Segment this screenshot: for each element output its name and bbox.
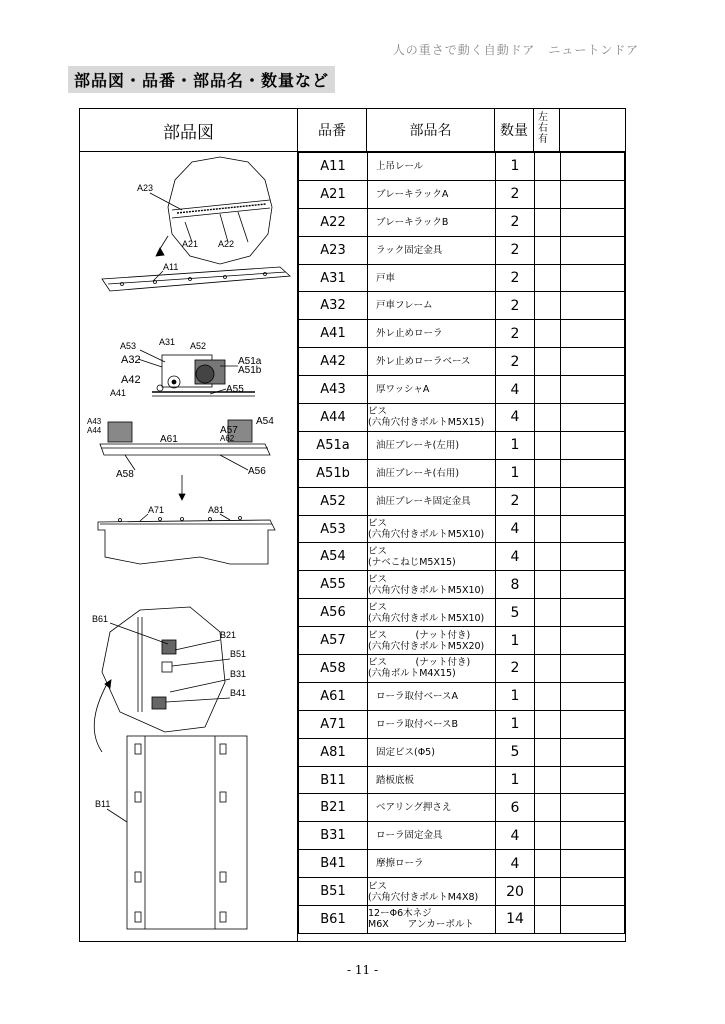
section-title: 部品図・品番・部品名・数量など — [68, 66, 335, 93]
table-row — [299, 543, 625, 571]
extra-cell — [561, 236, 625, 264]
part-name-line1: ビス — [368, 601, 388, 613]
label-a56: A56 — [248, 466, 266, 477]
label-a23: A23 — [137, 183, 154, 193]
side-cell — [535, 404, 561, 432]
side-cell — [535, 515, 561, 543]
part-name-line1: ブレーキラックB — [376, 216, 449, 228]
table-row — [299, 404, 625, 432]
qty-cell: 4 — [496, 515, 535, 543]
table-row — [299, 208, 625, 236]
qty-cell: 4 — [496, 822, 535, 850]
part-name-cell — [368, 655, 496, 683]
table-row — [299, 794, 625, 822]
table-row — [299, 627, 625, 655]
label-a31: A31 — [159, 337, 176, 347]
qty-cell: 5 — [496, 599, 535, 627]
figure-column-header: 部品図 — [80, 109, 298, 152]
part-name-cell — [368, 236, 496, 264]
side-cell — [535, 543, 561, 571]
table-row — [299, 850, 625, 878]
part-name-line1: ビス — [368, 545, 388, 557]
extra-cell — [561, 320, 625, 348]
extra-cell — [561, 738, 625, 766]
label-a61: A61 — [160, 434, 178, 445]
qty-header: 数量 — [495, 109, 534, 152]
part-name-line2: (六角穴付きボルトM4X8) — [368, 891, 479, 903]
extra-cell — [561, 627, 625, 655]
label-b31: B31 — [230, 669, 247, 679]
table-row — [299, 292, 625, 320]
part-name-line2: (六角ボルトM4X15) — [368, 668, 456, 680]
qty-cell: 4 — [496, 543, 535, 571]
part-name-line1: 油圧ブレーキ(左用) — [376, 439, 460, 451]
table-row — [299, 348, 625, 376]
qty-cell: 4 — [496, 376, 535, 404]
part-name-line1: 厚ワッシャA — [376, 384, 430, 396]
part-name-line1: ローラ取付ベースB — [376, 718, 459, 730]
table-row — [299, 766, 625, 794]
part-name-cell — [368, 264, 496, 292]
part-no-cell: A52 — [299, 487, 368, 515]
qty-cell: 4 — [496, 850, 535, 878]
part-name-cell — [368, 850, 496, 878]
side-cell — [535, 208, 561, 236]
label-a42: A42 — [121, 374, 141, 386]
qty-cell: 2 — [496, 180, 535, 208]
side-cell — [535, 794, 561, 822]
extra-cell — [561, 180, 625, 208]
qty-cell: 2 — [496, 264, 535, 292]
part-name-cell — [368, 208, 496, 236]
qty-cell: 1 — [496, 459, 535, 487]
label-b51: B51 — [230, 649, 247, 659]
side-cell — [535, 738, 561, 766]
part-no-cell: A11 — [299, 153, 368, 181]
side-cell — [535, 822, 561, 850]
label-a55: A55 — [226, 384, 244, 395]
table-row — [299, 459, 625, 487]
side-cell — [535, 655, 561, 683]
side-cell — [535, 710, 561, 738]
part-name-cell — [368, 459, 496, 487]
label-a81: A81 — [208, 505, 225, 515]
floor-plate — [127, 736, 247, 929]
side-cell — [535, 431, 561, 459]
part-name-cell — [368, 766, 496, 794]
label-a51a: A51a — [238, 356, 262, 367]
part-no-cell: A43 — [299, 376, 368, 404]
part-name-cell — [368, 543, 496, 571]
qty-cell: 8 — [496, 571, 535, 599]
part-name-line2: (六角穴付きボルトM5X20) — [368, 640, 485, 652]
part-no-cell: A31 — [299, 264, 368, 292]
part-no-cell: B21 — [299, 794, 368, 822]
table-row — [299, 599, 625, 627]
part-no-cell: B11 — [299, 766, 368, 794]
part-name-line1: 外レ止めローラベース — [376, 356, 471, 368]
part-name-line2: (六角穴付きボルトM5X10) — [368, 612, 485, 624]
label-a41: A41 — [110, 388, 127, 398]
qty-cell: 1 — [496, 153, 535, 181]
part-name-line2: (六角穴付きボルトM5X15) — [368, 417, 485, 429]
table-row — [299, 515, 625, 543]
part-name-cell — [368, 878, 496, 906]
part-name-cell — [368, 515, 496, 543]
extra-cell — [561, 264, 625, 292]
extra-cell — [561, 906, 625, 934]
qty-cell: 2 — [496, 348, 535, 376]
part-name-line1: ビス — [368, 880, 388, 892]
label-a21: A21 — [182, 239, 199, 249]
extra-cell — [561, 404, 625, 432]
extra-cell — [561, 850, 625, 878]
part-no-cell: A21 — [299, 180, 368, 208]
side-header-left: 左 — [538, 112, 548, 123]
part-name-cell — [368, 180, 496, 208]
part-name-line2: (ナベこねじM5X15) — [368, 556, 456, 568]
label-a62: A62 — [220, 434, 235, 443]
part-name-cell — [368, 487, 496, 515]
qty-cell: 1 — [496, 627, 535, 655]
table-row — [299, 376, 625, 404]
part-name-cell — [368, 571, 496, 599]
part-no-cell: A56 — [299, 599, 368, 627]
qty-cell: 2 — [496, 236, 535, 264]
part-name-cell — [368, 738, 496, 766]
table-row — [299, 320, 625, 348]
part-name-line1: 上吊レール — [376, 160, 424, 172]
part-name-cell — [368, 404, 496, 432]
label-a44: A44 — [87, 426, 102, 435]
part-no-cell: A51b — [299, 459, 368, 487]
qty-cell: 2 — [496, 320, 535, 348]
part-name-cell — [368, 320, 496, 348]
label-a43: A43 — [87, 417, 102, 426]
part-name-cell — [368, 431, 496, 459]
label-b21: B21 — [220, 630, 237, 640]
part-name-line2: (六角穴付きボルトM5X10) — [368, 584, 485, 596]
part-name-line1: ビス — [368, 406, 388, 418]
side-cell — [535, 236, 561, 264]
part-name-line1: ラック固定金具 — [376, 244, 443, 256]
rail-drawing — [102, 267, 290, 291]
base-assembly — [100, 420, 270, 455]
extra-cell — [561, 682, 625, 710]
part-no-cell: B31 — [299, 822, 368, 850]
part-no-cell: A32 — [299, 292, 368, 320]
part-name-line1: ローラ取付ベースA — [376, 690, 459, 702]
part-name-line1: ビス — [368, 573, 388, 585]
part-no-cell: A81 — [299, 738, 368, 766]
part-no-cell: B61 — [299, 906, 368, 934]
extra-cell — [561, 878, 625, 906]
qty-cell: 1 — [496, 766, 535, 794]
qty-cell: 2 — [496, 208, 535, 236]
side-cell — [535, 850, 561, 878]
extra-cell — [561, 459, 625, 487]
part-name-line1: 戸車フレーム — [376, 300, 433, 312]
qty-cell: 6 — [496, 794, 535, 822]
side-cell — [535, 599, 561, 627]
part-name-line1: ビス (ナット付き) — [368, 629, 471, 641]
label-b41: B41 — [230, 688, 247, 698]
extra-cell — [561, 153, 625, 181]
table-row — [299, 153, 625, 181]
side-cell — [535, 180, 561, 208]
extra-cell — [561, 655, 625, 683]
extra-cell — [561, 376, 625, 404]
document-header-note: 人の重さで動く自動ドア ニュートンドア — [392, 43, 639, 57]
part-name-cell — [368, 627, 496, 655]
part-name-cell — [368, 906, 496, 934]
extra-cell — [561, 431, 625, 459]
label-a71: A71 — [148, 505, 165, 515]
extra-cell — [561, 348, 625, 376]
extra-cell — [561, 487, 625, 515]
side-cell — [535, 766, 561, 794]
extra-cell — [561, 822, 625, 850]
table-row — [299, 710, 625, 738]
qty-cell: 20 — [496, 878, 535, 906]
side-cell — [535, 682, 561, 710]
part-name-cell — [368, 376, 496, 404]
parts-table — [298, 152, 625, 934]
table-row — [299, 822, 625, 850]
side-cell — [535, 376, 561, 404]
extra-cell — [561, 208, 625, 236]
extra-cell — [561, 599, 625, 627]
side-header-has: 有 — [538, 134, 548, 145]
part-name-line1: 踏板底板 — [376, 774, 415, 786]
label-a22: A22 — [218, 239, 235, 249]
part-name-line1: 油圧ブレーキ固定金具 — [376, 495, 471, 507]
label-a58: A58 — [116, 469, 134, 480]
part-name-line2: (六角穴付きボルトM5X10) — [368, 529, 485, 541]
qty-cell: 1 — [496, 431, 535, 459]
part-name-line1: 摩擦ローラ — [376, 858, 424, 870]
part-name-line1: 固定ビス(Φ5) — [376, 746, 435, 758]
extra-cell — [561, 571, 625, 599]
label-a54: A54 — [256, 416, 274, 427]
side-cell — [535, 459, 561, 487]
table-row — [299, 878, 625, 906]
part-no-cell: A44 — [299, 404, 368, 432]
label-a32: A32 — [121, 354, 141, 366]
part-name-cell — [368, 599, 496, 627]
side-cell — [535, 320, 561, 348]
side-cell — [535, 906, 561, 934]
parts-figure-area — [80, 152, 298, 942]
part-no-cell: A58 — [299, 655, 368, 683]
part-name-line1: ブレーキラックA — [376, 188, 449, 200]
part-no-cell: A51a — [299, 431, 368, 459]
extra-cell — [561, 515, 625, 543]
part-name-line1: ベアリング押さえ — [376, 802, 452, 814]
part-no-cell: A42 — [299, 348, 368, 376]
part-no-cell: A54 — [299, 543, 368, 571]
part-no-cell: A61 — [299, 682, 368, 710]
qty-cell: 14 — [496, 906, 535, 934]
part-name-cell — [368, 822, 496, 850]
part-name-line1: ビス — [368, 518, 388, 530]
table-row — [299, 487, 625, 515]
part-no-cell: A71 — [299, 710, 368, 738]
extra-cell — [561, 710, 625, 738]
part-name-cell — [368, 682, 496, 710]
qty-cell: 2 — [496, 487, 535, 515]
table-row — [299, 236, 625, 264]
part-name-line1: 12ーΦ6木ネジ — [368, 908, 432, 920]
side-cell — [535, 153, 561, 181]
part-no-header: 品番 — [298, 109, 367, 152]
side-cell — [535, 487, 561, 515]
part-name-line1: ローラ固定金具 — [376, 830, 443, 842]
part-name-cell — [368, 153, 496, 181]
table-row — [299, 180, 625, 208]
part-no-cell: B51 — [299, 878, 368, 906]
side-header — [534, 109, 560, 152]
table-row — [299, 738, 625, 766]
table-row — [299, 431, 625, 459]
part-no-cell: A53 — [299, 515, 368, 543]
label-a51b: A51b — [238, 365, 262, 376]
part-name-cell — [368, 794, 496, 822]
extra-cell — [561, 543, 625, 571]
part-no-cell: A23 — [299, 236, 368, 264]
part-name-line1: ビス (ナット付き) — [368, 657, 471, 669]
qty-cell: 2 — [496, 655, 535, 683]
part-name-line1: 戸車 — [376, 272, 396, 284]
part-no-cell: A22 — [299, 208, 368, 236]
part-name-line1: 外レ止めローラ — [376, 328, 443, 340]
part-name-cell — [368, 292, 496, 320]
label-b11: B11 — [95, 799, 111, 809]
qty-cell: 5 — [496, 738, 535, 766]
part-no-cell: B41 — [299, 850, 368, 878]
table-row — [299, 264, 625, 292]
side-cell — [535, 264, 561, 292]
part-name-header: 部品名 — [367, 109, 495, 152]
label-a53: A53 — [120, 341, 137, 351]
side-cell — [535, 292, 561, 320]
label-a52: A52 — [190, 341, 207, 351]
side-header-right: 右 — [538, 123, 548, 134]
label-b61: B61 — [92, 614, 109, 624]
table-row — [299, 906, 625, 934]
part-name-cell — [368, 710, 496, 738]
side-cell — [535, 348, 561, 376]
extra-cell — [561, 292, 625, 320]
qty-cell: 1 — [496, 682, 535, 710]
part-no-cell: A41 — [299, 320, 368, 348]
part-no-cell: A55 — [299, 571, 368, 599]
roller-base-b — [98, 517, 275, 565]
qty-cell: 2 — [496, 292, 535, 320]
side-cell — [535, 878, 561, 906]
extra-cell — [561, 794, 625, 822]
label-a11: A11 — [163, 262, 179, 272]
qty-cell: 4 — [496, 404, 535, 432]
part-name-line1: 油圧ブレーキ(右用) — [376, 467, 460, 479]
table-row — [299, 655, 625, 683]
qty-cell: 1 — [496, 710, 535, 738]
table-row — [299, 571, 625, 599]
table-row — [299, 682, 625, 710]
parts-drawing — [80, 152, 298, 942]
extra-cell — [561, 766, 625, 794]
extra-header — [560, 109, 626, 152]
side-cell — [535, 571, 561, 599]
parts-table-frame — [79, 108, 626, 942]
page-number: - 11 - — [346, 963, 378, 977]
part-name-cell — [368, 348, 496, 376]
label-a57: A57 — [220, 425, 238, 436]
bearing-zoom-detail — [102, 607, 225, 732]
part-no-cell: A57 — [299, 627, 368, 655]
side-cell — [535, 627, 561, 655]
part-name-line2: M6X アンカーボルト — [368, 919, 474, 931]
